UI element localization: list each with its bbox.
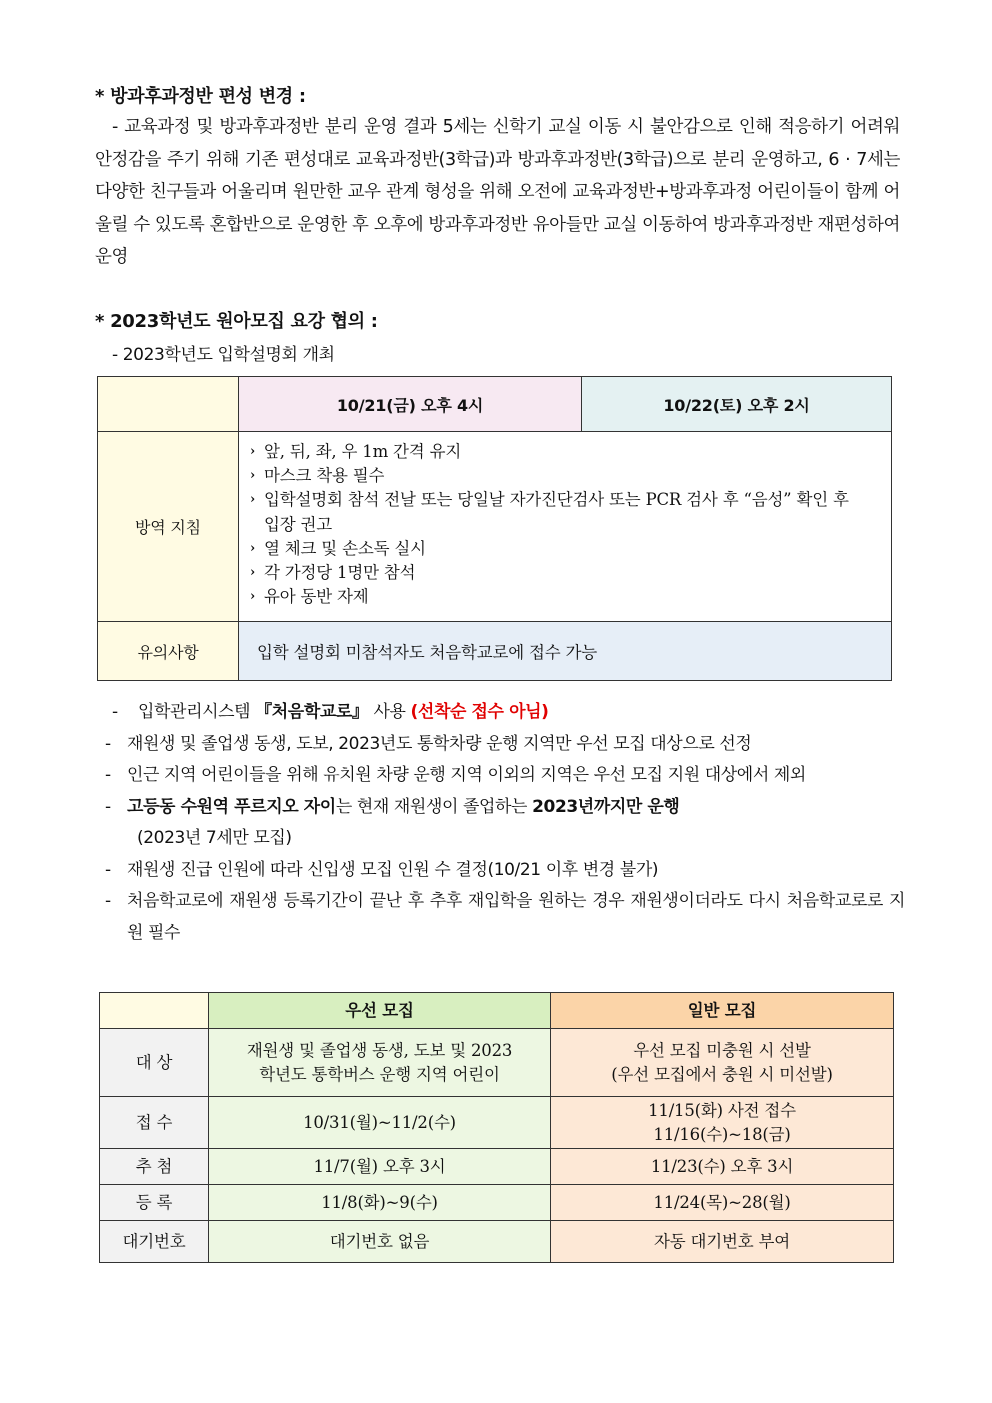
general-target [551, 1029, 894, 1097]
general-target-line1: 우선 모집 미충원 시 선발 [633, 1040, 811, 1060]
general-application-line1: 11/15(화) 사전 접수 [648, 1100, 796, 1120]
note1-warning: (선착순 접수 아님) [410, 702, 549, 722]
note-line-5 [105, 855, 905, 887]
general-header: 일반 모집 [551, 993, 894, 1029]
general-lottery: 11/23(수) 오후 3시 [551, 1149, 894, 1185]
dash: - [105, 733, 111, 754]
dash: - [112, 702, 118, 722]
guideline-item: › 입학설명회 참석 전날 또는 당일날 자가진단검사 또는 PCR 검사 후 “음성” 확인 후 입장 권고 [248, 488, 891, 536]
notice-text: 입학 설명회 미참석자도 처음학교로에 접수 가능 [239, 622, 892, 681]
guideline-item: › 유아 동반 자제 [248, 585, 891, 609]
note-line-4 [105, 792, 905, 855]
recruitment-notes [105, 697, 905, 949]
note1-system-name: 『처음학교로』 [255, 702, 369, 722]
row-label-lottery: 추 첨 [100, 1149, 209, 1185]
general-application [551, 1097, 894, 1149]
session-date-1: 10/21(금) 오후 4시 [239, 377, 582, 432]
note4-location: 고등동 수원역 푸르지오 자이 [127, 796, 336, 817]
dash: - [105, 891, 111, 911]
general-target-line2: (우선 모집에서 충원 시 미선발) [611, 1064, 833, 1084]
priority-header: 우선 모집 [209, 993, 551, 1029]
row-label-target: 대 상 [100, 1029, 209, 1097]
section1-paragraph: - 교육과정 및 방과후과정반 분리 운영 결과 5세는 신학기 교실 이동 시 불안감으로 인해 적응하기 어려워 안정감을 주기 위해 기존 편성대로 교육과정반(3학급)과 방과후과정반(3학급)으로 분리 운영하고, 6 · 7세는 다양한 친구들과 어울리며 원만한 교우 관계 형성을 위해 오전에 교육과정반+방과후과정 어린이들이 함께 어울릴 수 있도록 혼합반으로 운영한 후 오후에 방과후과정반 유아들만 교실 이동하여 방과후과정반 재편성하여 운영 [95, 117, 900, 267]
section2-heading: * 2023학년도 원아모집 요강 협의 : [95, 311, 378, 332]
note-line-2 [105, 729, 905, 761]
guideline-item: › 마스크 착용 필수 [248, 464, 891, 488]
table2-blank-cell [100, 993, 209, 1029]
priority-waitlist: 대기번호 없음 [209, 1221, 551, 1263]
general-waitlist: 자동 대기번호 부여 [551, 1221, 894, 1263]
row-label-application: 접 수 [100, 1097, 209, 1149]
priority-target: 재원생 및 졸업생 동생, 도보 및 2023학년도 통학버스 운행 지역 어린이 [209, 1029, 551, 1097]
guideline-item: › 앞, 뒤, 좌, 우 1m 간격 유지 [248, 440, 891, 464]
note4-until: 2023년까지만 운행 [532, 796, 680, 817]
note2-text: 재원생 및 졸업생 동생, 도보, 2023년도 통학차량 운행 지역만 우선 모집 대상으로 선정 [127, 733, 752, 754]
guideline-item: › 각 가정당 1명만 참석 [248, 561, 891, 585]
guideline-item: › 열 체크 및 손소독 실시 [248, 537, 891, 561]
priority-lottery: 11/7(월) 오후 3시 [209, 1149, 551, 1185]
note1-text: 입학관리시스템 [138, 702, 256, 722]
session-date-2: 10/22(토) 오후 2시 [582, 377, 892, 432]
note3-text: 인근 지역 어린이들을 위해 유치원 차량 운행 지역 이외의 지역은 우선 모집 지원 대상에서 제외 [127, 765, 806, 785]
dash: - [105, 765, 111, 785]
note4-text: 는 현재 재원생이 졸업하는 [335, 796, 533, 817]
recruitment-schedule-table [99, 992, 894, 1263]
priority-application: 10/31(월)~11/2(수) [209, 1097, 551, 1149]
briefing-session-table [97, 376, 892, 681]
general-registration: 11/24(목)~28(월) [551, 1185, 894, 1221]
note6-text: 처음학교로에 재원생 등록기간이 끝난 후 추후 재입학을 원하는 경우 재원생이더라도 다시 처음학교로로 지원 필수 [127, 891, 905, 943]
note-line-3 [105, 760, 905, 792]
quarantine-label: 방역 지침 [98, 432, 239, 622]
row-label-registration: 등 록 [100, 1185, 209, 1221]
notice-label: 유의사항 [98, 622, 239, 681]
table1-blank-cell [98, 377, 239, 432]
note1-text-2: 사용 [368, 702, 411, 722]
note-line-1 [112, 697, 905, 729]
note-line-6 [105, 886, 905, 949]
priority-registration: 11/8(화)~9(수) [209, 1185, 551, 1221]
dash: - [105, 859, 111, 880]
dash: - [105, 796, 111, 817]
section2-subheading: - 2023학년도 입학설명회 개최 [112, 345, 335, 365]
note5-text: 재원생 진급 인원에 따라 신입생 모집 인원 수 결정(10/21 이후 변경 불가) [127, 859, 659, 880]
general-application-line2: 11/16(수)~18(금) [653, 1124, 791, 1144]
row-label-waitlist: 대기번호 [100, 1221, 209, 1263]
section1-heading: * 방과후과정반 편성 변경 : [95, 86, 306, 107]
note4-line2: (2023년 7세만 모집) [137, 828, 292, 848]
quarantine-guidelines [239, 432, 892, 622]
